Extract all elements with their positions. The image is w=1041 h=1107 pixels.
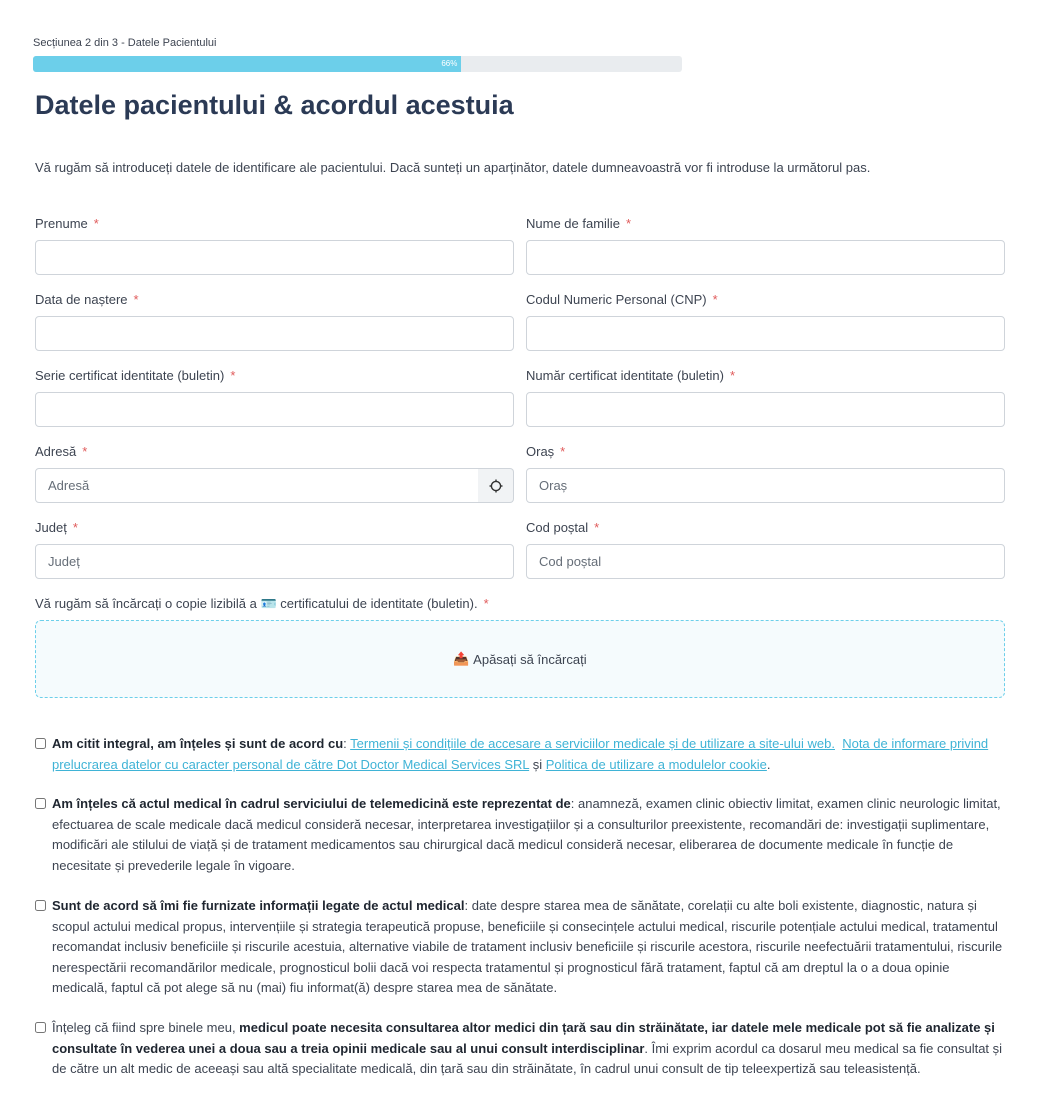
consent-second-opinion bbox=[35, 1018, 1005, 1080]
consent-terms-checkbox[interactable] bbox=[35, 738, 46, 749]
id-card-icon: 🪪 bbox=[260, 596, 277, 611]
cnp-label: Codul Numeric Personal (CNP) * bbox=[526, 292, 718, 307]
address-input[interactable] bbox=[35, 468, 479, 503]
progress-percent: 66% bbox=[441, 59, 458, 68]
first-name-label: Prenume * bbox=[35, 216, 99, 231]
consent-medical-act-checkbox[interactable] bbox=[35, 798, 46, 809]
id-series-label: Serie certificat identitate (buletin) * bbox=[35, 368, 236, 383]
cookie-policy-link[interactable]: Politica de utilizare a modulelor cookie bbox=[545, 756, 767, 772]
birth-date-input[interactable] bbox=[35, 316, 514, 351]
consent-second-opinion-text: Înțeleg că fiind spre binele meu, medicul poate necesita consultarea altor medici din țară sau din străinătate, iar datele mele medicale pot să fie analizate și consultate în vederea unei a doua sau a treia opinii medicale sau al unui consult interdisciplinar. Îmi exprim acordul ca dosarul meu medical sa fie consultat și de către un alt medic de aceeași sau altă specialitate medicală, din țară sau din străinătate, în cadrul unui consult de tip teleexpertiză sau teleasistență. bbox=[52, 1020, 1003, 1076]
postal-code-input[interactable] bbox=[526, 544, 1005, 579]
upload-label: Vă rugăm să încărcați o copie lizibilă a 🪪 certificatului de identitate (buletin). * bbox=[35, 596, 489, 611]
progress-label: Secțiunea 2 din 3 - Datele Pacientului bbox=[33, 37, 217, 49]
last-name-input[interactable] bbox=[526, 240, 1005, 275]
upload-icon: 📤 bbox=[453, 651, 470, 666]
consent-information-text: Sunt de acord să îmi fie furnizate informații legate de actul medical: date despre starea mea de sănătate, corelații cu alte boli existente, diagnostic, natura și scopul actului medical propus, intervențiile și strategia terapeutică propuse, beneficiile și consecințele actului medical, riscurile potențiale actului medical, tratamentul recomandat inclusiv beneficiile și riscurile acestuia, alternative viabile de tratament inclusiv beneficiile și riscurile acestora, riscurile neefectuării tratamentului, riscurile nerespectării recomandărilor medicale, prognosticul bolii dacă voi respecta tratamentul și prognosticul fără tratament, faptul că am dreptul la o a doua opinie medicală, faptul că pot alege să nu (mai) fiu informat(ă) despre starea mea de sănătate. bbox=[52, 898, 1003, 995]
terms-link[interactable]: Termenii și condițiile de accesare a serviciilor medicale și de utilizare a site-ului web. bbox=[350, 736, 835, 751]
consent-medical-act-text: Am înțeles că actul medical în cadrul serviciului de telemedicină este reprezentat de: anamneză, examen clinic obiectiv limitat, examen clinic neurologic limitat, efectuarea de scale medicale dacă medicul consideră necesar, interpretarea investigațiilor și a consulturilor preexistente, recomandări de: investigații suplimentare, modificări ale stilului de viață și de tratament medicamentos sau chirurgical dacă medicul consideră necesar, eliberarea de documente medicale în funcție de necesitate și prevederile legale în vigoare. bbox=[52, 796, 1001, 873]
cnp-input[interactable] bbox=[526, 316, 1005, 351]
birth-date-label: Data de naștere * bbox=[35, 292, 139, 307]
consent-information bbox=[35, 896, 1005, 999]
page-title: Datele pacientului & acordul acestuia bbox=[35, 90, 514, 120]
county-input[interactable] bbox=[35, 544, 514, 579]
city-input[interactable] bbox=[526, 468, 1005, 503]
consent-terms-text: Am citit integral, am înțeles și sunt de acord cu: Termenii și condițiile de accesare a serviciilor medicale și de utilizare a site-ului web. Nota de informare privind prelucrarea datelor cu caracter personal de către Dot Doctor Medical Services SRL și Politica de utilizare a modulelor cookie. bbox=[52, 736, 989, 772]
id-number-input[interactable] bbox=[526, 392, 1005, 427]
consent-second-opinion-checkbox[interactable] bbox=[35, 1022, 46, 1033]
crosshair-icon bbox=[489, 479, 503, 493]
progress-fill bbox=[33, 56, 461, 72]
consent-information-checkbox[interactable] bbox=[35, 900, 46, 911]
upload-dropzone[interactable] bbox=[35, 620, 1005, 698]
id-number-label: Număr certificat identitate (buletin) * bbox=[526, 368, 736, 383]
city-label: Oraș * bbox=[526, 444, 566, 459]
upload-text: Apăsați să încărcați bbox=[473, 651, 587, 667]
progress-bar bbox=[33, 56, 682, 72]
county-label: Județ * bbox=[35, 520, 78, 535]
consent-medical-act bbox=[35, 794, 1005, 876]
postal-code-label: Cod poștal * bbox=[526, 520, 600, 535]
geolocate-button[interactable] bbox=[478, 468, 514, 503]
first-name-input[interactable] bbox=[35, 240, 514, 275]
consent-terms bbox=[35, 734, 1005, 775]
intro-text: Vă rugăm să introduceți datele de identificare ale pacientului. Dacă sunteți un aparținător, datele dumneavoastră vor fi introduse la următorul pas. bbox=[35, 160, 871, 175]
privacy-notice-link[interactable]: Nota de informare privind prelucrarea datelor cu caracter personal de către Dot Doctor Medical Services SRL bbox=[52, 736, 989, 772]
address-label: Adresă * bbox=[35, 444, 88, 459]
id-series-input[interactable] bbox=[35, 392, 514, 427]
last-name-label: Nume de familie * bbox=[526, 216, 631, 231]
